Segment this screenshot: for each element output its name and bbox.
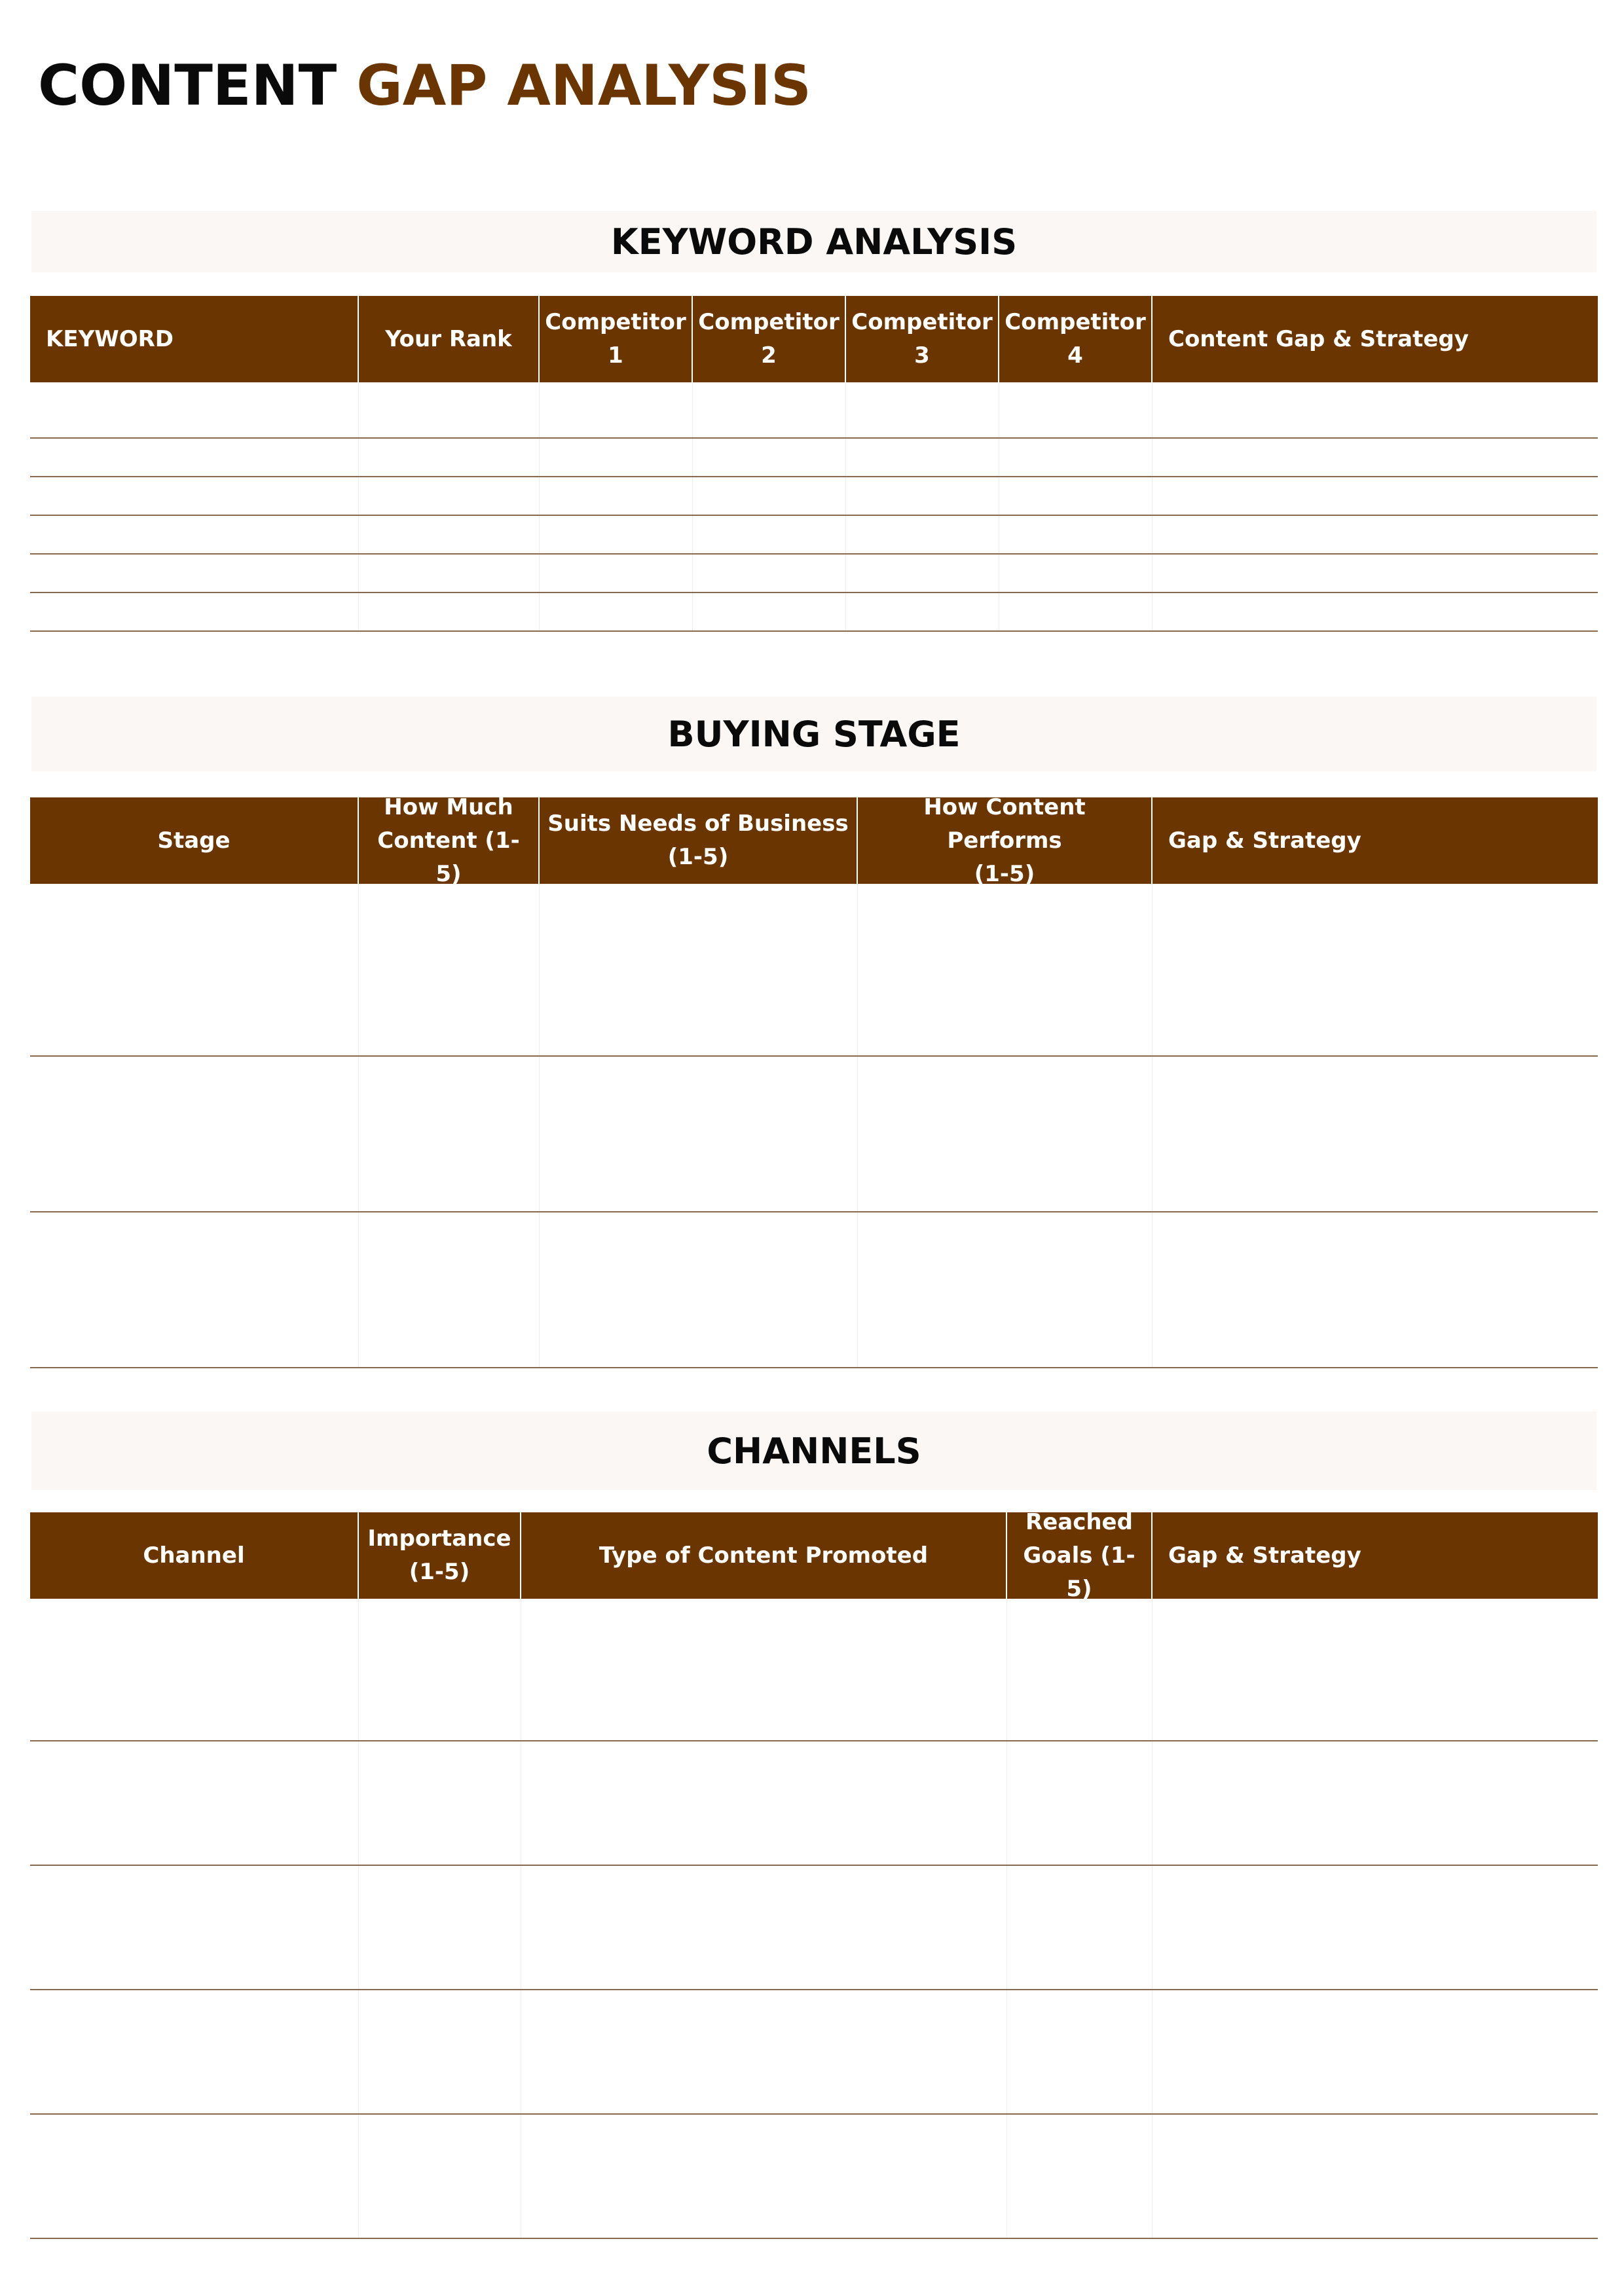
cell-reached-goals[interactable]	[1007, 2115, 1153, 2238]
column-header-competitor-3: Competitor 3	[846, 296, 999, 382]
column-header-keyword: KEYWORD	[30, 296, 359, 382]
cell-your-rank[interactable]	[359, 382, 540, 437]
cell-competitor-4[interactable]	[999, 477, 1153, 515]
page-title-part1: CONTENT	[38, 53, 337, 118]
table-row	[30, 1057, 1598, 1212]
cell-stage[interactable]	[30, 1057, 359, 1211]
column-header-competitor-1: Competitor 1	[540, 296, 693, 382]
cell-competitor-1[interactable]	[540, 477, 693, 515]
column-header-your-rank: Your Rank	[359, 296, 540, 382]
section-heading-buying-stage: BUYING STAGE	[31, 697, 1596, 771]
table-row	[30, 2115, 1598, 2239]
cell-keyword[interactable]	[30, 439, 359, 476]
column-header-stage: Stage	[30, 797, 359, 884]
cell-content-performs[interactable]	[858, 1212, 1153, 1367]
cell-keyword[interactable]	[30, 593, 359, 630]
cell-suits-needs[interactable]	[540, 1212, 858, 1367]
cell-how-much-content[interactable]	[359, 884, 540, 1055]
cell-your-rank[interactable]	[359, 555, 540, 592]
cell-type-of-content[interactable]	[521, 1990, 1007, 2113]
cell-importance[interactable]	[359, 1866, 521, 1989]
cell-competitor-3[interactable]	[846, 477, 999, 515]
cell-competitor-4[interactable]	[999, 516, 1153, 553]
column-header-type-of-content: Type of Content Promoted	[521, 1512, 1007, 1599]
column-header-gap-strategy: Gap & Strategy	[1168, 827, 1361, 854]
cell-content-performs[interactable]	[858, 1057, 1153, 1211]
table-row	[30, 593, 1598, 632]
cell-your-rank[interactable]	[359, 593, 540, 630]
cell-content-gap-strategy[interactable]	[1153, 593, 1598, 630]
cell-suits-needs[interactable]	[540, 1057, 858, 1211]
cell-competitor-4[interactable]	[999, 593, 1153, 630]
table-row	[30, 884, 1598, 1057]
table-header	[30, 1508, 1598, 1602]
buying-stage-table-body	[30, 884, 1598, 1368]
cell-reached-goals[interactable]	[1007, 1866, 1153, 1989]
cell-competitor-1[interactable]	[540, 439, 693, 476]
table-row	[30, 439, 1598, 477]
cell-channel[interactable]	[30, 1990, 359, 2113]
cell-competitor-2[interactable]	[693, 555, 846, 592]
cell-gap-strategy[interactable]	[1153, 1599, 1598, 1740]
cell-gap-strategy[interactable]	[1153, 1741, 1598, 1865]
channels-table-body	[30, 1599, 1598, 2239]
cell-stage[interactable]	[30, 884, 359, 1055]
cell-competitor-2[interactable]	[693, 382, 846, 437]
cell-type-of-content[interactable]	[521, 2115, 1007, 2238]
cell-content-gap-strategy[interactable]	[1153, 477, 1598, 515]
keyword-analysis-table	[30, 296, 1598, 632]
table-row	[30, 477, 1598, 516]
cell-how-much-content[interactable]	[359, 1057, 540, 1211]
cell-your-rank[interactable]	[359, 439, 540, 476]
buying-stage-table	[30, 793, 1598, 1368]
column-header-reached-goals: Reached Goals (1-5)	[1007, 1512, 1153, 1599]
cell-channel[interactable]	[30, 1741, 359, 1865]
table-row	[30, 516, 1598, 555]
table-row	[30, 382, 1598, 439]
cell-type-of-content[interactable]	[521, 1866, 1007, 1989]
cell-competitor-4[interactable]	[999, 382, 1153, 437]
cell-keyword[interactable]	[30, 382, 359, 437]
cell-content-gap-strategy[interactable]	[1153, 516, 1598, 553]
cell-content-gap-strategy[interactable]	[1153, 382, 1598, 437]
column-header-gap-strategy: Gap & Strategy	[1168, 1542, 1361, 1569]
cell-reached-goals[interactable]	[1007, 1599, 1153, 1740]
cell-keyword[interactable]	[30, 516, 359, 553]
cell-competitor-3[interactable]	[846, 439, 999, 476]
table-header	[30, 296, 1598, 382]
table-row	[30, 1212, 1598, 1368]
cell-competitor-1[interactable]	[540, 555, 693, 592]
cell-your-rank[interactable]	[359, 516, 540, 553]
cell-competitor-4[interactable]	[999, 555, 1153, 592]
cell-gap-strategy[interactable]	[1153, 884, 1598, 1055]
column-header-competitor-2: Competitor 2	[693, 296, 846, 382]
column-header-importance: Importance (1-5)	[359, 1512, 521, 1599]
cell-importance[interactable]	[359, 1741, 521, 1865]
cell-gap-strategy[interactable]	[1153, 1990, 1598, 2113]
cell-competitor-2[interactable]	[693, 439, 846, 476]
page-title	[38, 53, 811, 118]
cell-stage[interactable]	[30, 1212, 359, 1367]
column-header-how-much-content: How Much Content (1-5)	[359, 797, 540, 884]
cell-competitor-3[interactable]	[846, 382, 999, 437]
cell-type-of-content[interactable]	[521, 1599, 1007, 1740]
cell-channel[interactable]	[30, 2115, 359, 2238]
cell-reached-goals[interactable]	[1007, 1990, 1153, 2113]
channels-table	[30, 1508, 1598, 2239]
cell-gap-strategy[interactable]	[1153, 2115, 1598, 2238]
cell-content-performs[interactable]	[858, 884, 1153, 1055]
section-heading-channels: CHANNELS	[31, 1412, 1596, 1490]
page-title-part2: GAP ANALYSIS	[356, 53, 811, 118]
table-row	[30, 555, 1598, 593]
cell-competitor-1[interactable]	[540, 593, 693, 630]
cell-importance[interactable]	[359, 2115, 521, 2238]
table-row	[30, 1741, 1598, 1866]
cell-competitor-1[interactable]	[540, 382, 693, 437]
cell-channel[interactable]	[30, 1866, 359, 1989]
table-row	[30, 1990, 1598, 2115]
cell-type-of-content[interactable]	[521, 1741, 1007, 1865]
cell-importance[interactable]	[359, 1599, 521, 1740]
cell-importance[interactable]	[359, 1990, 521, 2113]
cell-keyword[interactable]	[30, 555, 359, 592]
cell-suits-needs[interactable]	[540, 884, 858, 1055]
cell-competitor-3[interactable]	[846, 516, 999, 553]
table-header	[30, 793, 1598, 887]
cell-gap-strategy[interactable]	[1153, 1057, 1598, 1211]
cell-how-much-content[interactable]	[359, 1212, 540, 1367]
column-header-content-gap-strategy: Content Gap & Strategy	[1168, 325, 1469, 352]
table-row	[30, 1866, 1598, 1990]
section-heading-keyword-analysis: KEYWORD ANALYSIS	[31, 211, 1596, 272]
cell-content-gap-strategy[interactable]	[1153, 555, 1598, 592]
column-header-competitor-4: Competitor 4	[999, 296, 1153, 382]
cell-reached-goals[interactable]	[1007, 1741, 1153, 1865]
cell-competitor-2[interactable]	[693, 477, 846, 515]
cell-your-rank[interactable]	[359, 477, 540, 515]
cell-competitor-2[interactable]	[693, 516, 846, 553]
keyword-table-body	[30, 382, 1598, 632]
column-header-suits-needs: Suits Needs of Business (1-5)	[540, 797, 858, 884]
column-header-channel: Channel	[30, 1512, 359, 1599]
table-row	[30, 1599, 1598, 1741]
cell-competitor-3[interactable]	[846, 593, 999, 630]
cell-competitor-1[interactable]	[540, 516, 693, 553]
cell-gap-strategy[interactable]	[1153, 1866, 1598, 1989]
cell-gap-strategy[interactable]	[1153, 1212, 1598, 1367]
cell-competitor-3[interactable]	[846, 555, 999, 592]
cell-competitor-2[interactable]	[693, 593, 846, 630]
cell-keyword[interactable]	[30, 477, 359, 515]
column-header-content-performs: How Content Performs (1-5)	[858, 797, 1153, 884]
cell-channel[interactable]	[30, 1599, 359, 1740]
cell-competitor-4[interactable]	[999, 439, 1153, 476]
cell-content-gap-strategy[interactable]	[1153, 439, 1598, 476]
